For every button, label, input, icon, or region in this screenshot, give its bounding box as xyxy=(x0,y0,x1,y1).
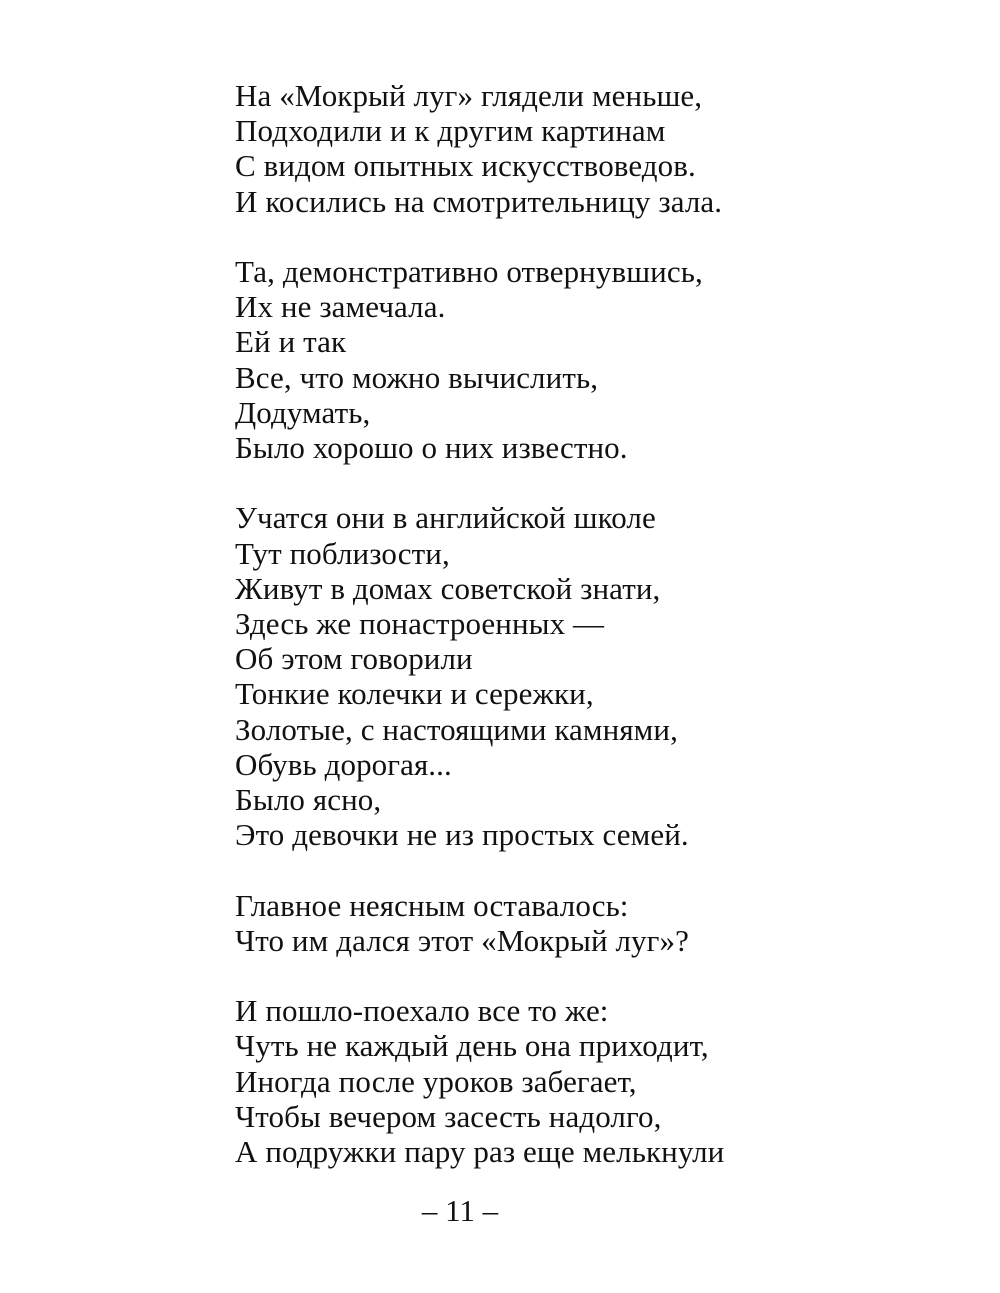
poem-line: Главное неясным оставалось: xyxy=(235,887,629,923)
poem-line: Что им дался этот «Мокрый луг»? xyxy=(235,922,689,958)
stanza-5 xyxy=(235,993,875,1169)
poem-line: Было хорошо о них известно. xyxy=(235,430,628,466)
stanza-3 xyxy=(235,500,875,852)
poem-line: Ей и так xyxy=(235,324,347,360)
poem-line: Их не замечала. xyxy=(235,289,446,325)
stanza-2 xyxy=(235,254,875,465)
poem-line: И пошло-поехало все то же: xyxy=(235,993,609,1029)
poem-line: Чтобы вечером засесть надолго, xyxy=(235,1098,662,1134)
poem-line: Золотые, с настоящими камнями, xyxy=(235,711,678,747)
poem-line: Та, демонстративно отвернувшись, xyxy=(235,254,703,289)
page-number: – 11 – xyxy=(421,1193,499,1228)
poem-line: На «Мокрый луг» глядели меньше, xyxy=(235,78,703,113)
stanza-4 xyxy=(235,888,875,958)
poem-line: Чуть не каждый день она приходит, xyxy=(235,1028,709,1064)
poem-line: Иногда после уроков забегает, xyxy=(235,1063,637,1099)
poem-line: Подходили и к другим картинам xyxy=(235,113,666,149)
poem-line: Тонкие колечки и сережки, xyxy=(235,676,594,712)
poem-line: А подружки пару раз еще мелькнули xyxy=(235,1134,725,1170)
poem-line: Это девочки не из простых семей. xyxy=(235,817,689,853)
poem-line: С видом опытных искусствоведов. xyxy=(235,148,696,184)
poem-text xyxy=(235,78,875,1169)
poem-line: И косились на смотрительницу зала. xyxy=(235,183,723,219)
poem-line: Об этом говорили xyxy=(235,641,473,677)
poem-line: Живут в домах советской знати, xyxy=(235,570,661,606)
poem-line: Учатся они в английской школе xyxy=(235,500,656,536)
poem-line: Здесь же понастроенных — xyxy=(235,606,605,642)
poem-line: Все, что можно вычислить, xyxy=(235,359,599,395)
stanza-1 xyxy=(235,78,875,219)
poem-line: Тут поблизости, xyxy=(235,535,450,571)
poem-line: Додумать, xyxy=(235,394,371,430)
poem-line: Обувь дорогая... xyxy=(235,746,452,782)
poem-line: Было ясно, xyxy=(235,782,382,818)
